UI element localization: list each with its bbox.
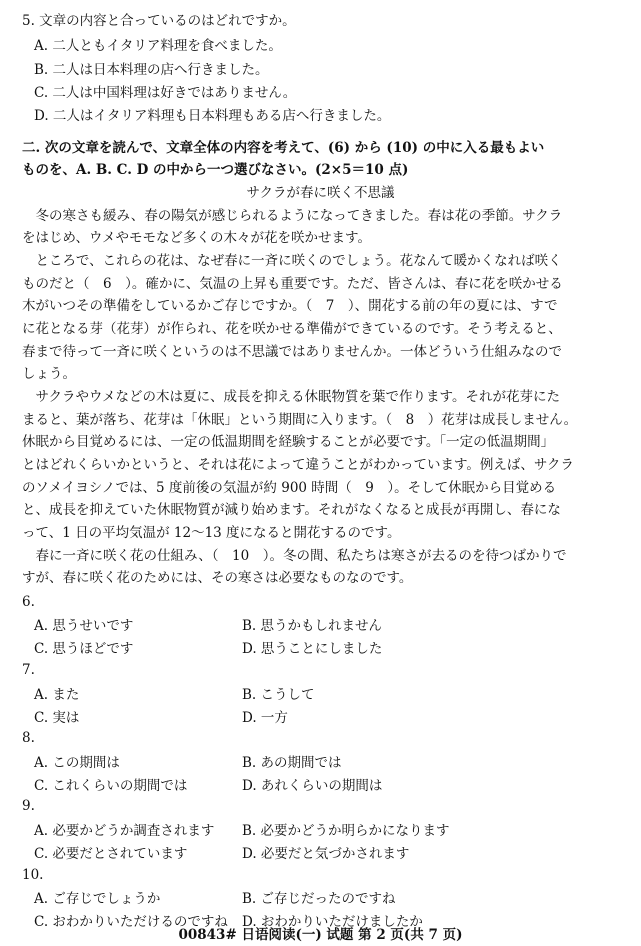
q8-option-a: A. この期間は — [34, 755, 120, 771]
passage-line: に花となる芽（花芽）が作られ、花を咲かせる準備ができているのです。そう考えると、 — [22, 321, 562, 337]
section2-instruction-2: ものを、A. B. C. D の中から一つ選びなさい。(2×5＝10 点) — [22, 162, 409, 178]
passage-line: って、1 日の平均気温が 12～13 度になると開花するのです。 — [22, 525, 401, 541]
q6-option-d: D. 思うことにしました — [242, 641, 383, 657]
page-footer: 00843# 日语阅读(一) 试题 第 2 页(共 7 页) — [178, 927, 463, 943]
passage-title: サクラが春に咲く不思議 — [246, 185, 395, 201]
q8-option-b: B. あの期間では — [242, 755, 342, 771]
passage-line: をはじめ、ウメやモモなど多くの木々が花を咲かせます。 — [22, 230, 371, 246]
q5-question: 5. 文章の内容と合っているのはどれですか。 — [22, 13, 296, 29]
q10-number: 10. — [22, 867, 44, 883]
q5-option-a: A. 二人ともイタリア料理を食べました。 — [34, 38, 282, 54]
q7-option-d: D. 一方 — [242, 710, 288, 726]
q10-option-d: D. おわかりいただけましたか — [242, 914, 423, 930]
passage-line: 春に一斉に咲く花の仕組み、（ 10 ）。冬の間、私たちは寒さが去るのを待つばかりで — [22, 548, 567, 564]
q7-option-b: B. こうして — [242, 687, 315, 703]
q8-number: 8. — [22, 730, 35, 746]
passage-line: 木がいつその準備をしているかご存じですか。（ 7 ）、開花する前の年の夏には、すで — [22, 298, 558, 314]
q6-option-b: B. 思うかもしれません — [242, 618, 383, 634]
q5-option-d: D. 二人はイタリア料理も日本料理もある店へ行きました。 — [34, 108, 391, 124]
passage-line: 休眠から目覚めるには、一定の低温期間を経験することが必要です。「一定の低温期間」 — [22, 434, 555, 450]
q9-option-a: A. 必要かどうか調査されます — [34, 823, 215, 839]
q9-option-c: C. 必要だとされています — [34, 846, 188, 862]
passage-line: 春まで待って一斉に咲くというのは不思議ではありませんか。一体どういう仕組みなので — [22, 344, 562, 360]
q9-option-d: D. 必要だと気づかされます — [242, 846, 410, 862]
q8-option-d: D. あれくらいの期間は — [242, 778, 383, 794]
passage-line: まると、葉が落ち、花芽は「休眠」という期間に入ります。（ 8 ）花芽は成長しません。 — [22, 412, 578, 428]
section2-instruction-1: 二. 次の文章を読んで、文章全体の内容を考えて、(6) から (10) の中に入る最もよい — [22, 140, 545, 156]
q5-option-b: B. 二人は日本料理の店へ行きました。 — [34, 62, 269, 78]
q10-option-a: A. ご存じでしょうか — [34, 891, 161, 907]
passage-line: と、成長を抑えていた休眠物質が減り始めます。それがなくなると成長が再開し、春にな — [22, 502, 561, 518]
q7-number: 7. — [22, 662, 35, 678]
passage-line: ものだと（ 6 ）。確かに、気温の上昇も重要です。ただ、皆さんは、春に花を咲かせる — [22, 276, 563, 292]
q5-option-c: C. 二人は中国料理は好きではありません。 — [34, 85, 297, 101]
passage-line: すが、春に咲く花のためには、その寒さは必要なものなのです。 — [22, 570, 413, 586]
q9-number: 9. — [22, 798, 35, 814]
passage-line: しょう。 — [22, 366, 76, 382]
passage-line: とはどれくらいかというと、それは花によって違うことがわかっています。例えば、サクラ — [22, 457, 574, 473]
passage-line: 冬の寒さも緩み、春の陽気が感じられるようになってきました。春は花の季節。サクラ — [22, 208, 563, 224]
q9-option-b: B. 必要かどうか明らかになります — [242, 823, 450, 839]
passage-line: のソメイヨシノでは、5 度前後の気温が約 900 時間（ 9 ）。そして休眠から目覚める — [22, 480, 557, 496]
q10-option-c: C. おわかりいただけるのですね — [34, 914, 228, 930]
q7-option-c: C. 実は — [34, 710, 80, 726]
q6-option-c: C. 思うほどです — [34, 641, 134, 657]
passage-line: ところで、これらの花は、なぜ春に一斉に咲くのでしょう。花なんて暖かくなれば咲く — [22, 253, 562, 269]
q10-option-b: B. ご存じだったのですね — [242, 891, 396, 907]
q6-number: 6. — [22, 594, 35, 610]
q8-option-c: C. これくらいの期間では — [34, 778, 188, 794]
passage-line: サクラやウメなどの木は夏に、成長を抑える休眠物質を葉で作ります。それが花芽にた — [22, 389, 560, 405]
q6-option-a: A. 思うせいです — [34, 618, 134, 634]
q7-option-a: A. また — [34, 687, 80, 703]
